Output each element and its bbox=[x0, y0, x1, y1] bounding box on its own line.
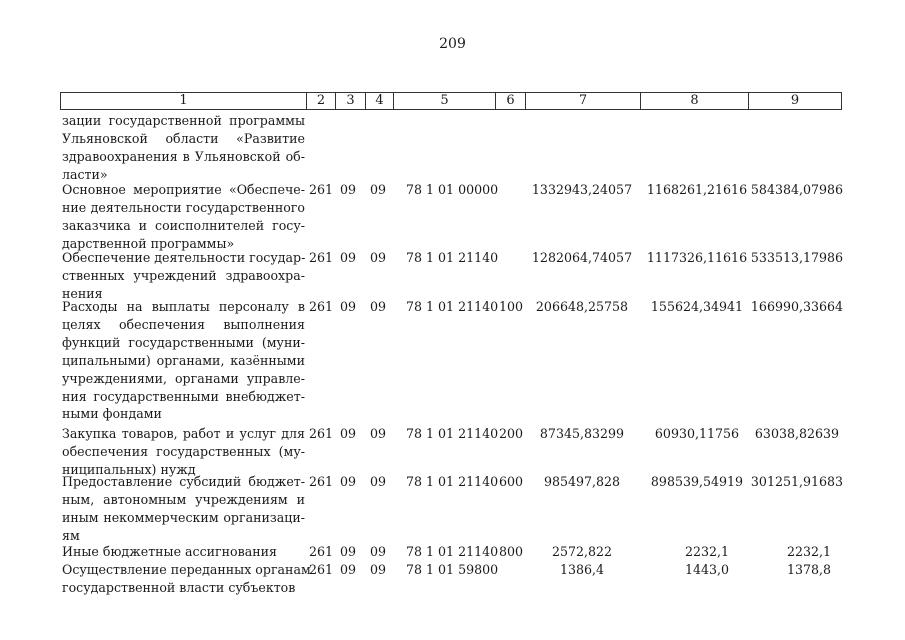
description-line: учреждениями, органами управле- bbox=[62, 370, 305, 386]
cell-col-5: 78 1 01 21140 bbox=[406, 426, 499, 441]
cell-col-4: 09 bbox=[370, 299, 387, 314]
cell-col-4: 09 bbox=[370, 474, 387, 489]
cell-col-9: 2232,1 bbox=[786, 544, 832, 559]
description-line: здравоохранения в Ульяновской об- bbox=[62, 148, 305, 164]
row-description bbox=[62, 561, 311, 597]
cell-col-2: 261 bbox=[309, 474, 334, 489]
cell-col-9: 166990,33664 bbox=[750, 299, 844, 314]
row-description bbox=[62, 298, 305, 423]
cell-col-8: 60930,11756 bbox=[654, 426, 740, 441]
description-line: Осуществление переданных органам bbox=[62, 562, 311, 577]
description-line: Иные бюджетные ассигнования bbox=[62, 544, 277, 559]
cell-col-7: 1332943,24057 bbox=[531, 182, 633, 197]
cell-col-7: 1386,4 bbox=[559, 562, 605, 577]
cell-col-2: 261 bbox=[309, 426, 334, 441]
description-line: Основное мероприятие «Обеспече- bbox=[62, 182, 305, 197]
cell-col-4: 09 bbox=[370, 562, 387, 577]
description-line: нения bbox=[62, 285, 103, 301]
cell-col-2: 261 bbox=[309, 250, 334, 265]
cell-col-2: 261 bbox=[309, 182, 334, 197]
row-description bbox=[62, 181, 305, 253]
cell-col-2: 261 bbox=[309, 544, 334, 559]
cell-col-5: 78 1 01 21140 bbox=[406, 250, 499, 265]
description-line: Ульяновской области «Развитие bbox=[62, 130, 305, 146]
description-line: Закупка товаров, работ и услуг для bbox=[62, 426, 305, 441]
description-line: функций государственными (муни- bbox=[62, 334, 305, 350]
cell-col-4: 09 bbox=[370, 182, 387, 197]
row-description bbox=[62, 249, 305, 303]
cell-col-8: 155624,34941 bbox=[650, 299, 744, 314]
row-description bbox=[62, 473, 305, 545]
cell-col-6: 800 bbox=[499, 544, 524, 559]
cell-col-7: 1282064,74057 bbox=[531, 250, 633, 265]
row-description bbox=[62, 543, 305, 561]
description-line: иным некоммерческим организаци- bbox=[62, 509, 305, 525]
cell-col-9: 1378,8 bbox=[786, 562, 832, 577]
cell-col-9: 301251,91683 bbox=[750, 474, 844, 489]
description-line: Обеспечение деятельности государ- bbox=[62, 250, 306, 265]
cell-col-7: 2572,822 bbox=[551, 544, 613, 559]
description-line: ниципальных) нужд bbox=[62, 461, 196, 477]
header-col-1: 1 bbox=[61, 93, 307, 109]
description-line: целях обеспечения выполнения bbox=[62, 316, 305, 332]
cell-col-5: 78 1 01 21140 bbox=[406, 544, 499, 559]
header-col-5: 5 bbox=[394, 93, 496, 109]
cell-col-8: 1168261,21616 bbox=[646, 182, 748, 197]
page-number: 209 bbox=[439, 36, 466, 52]
description-line: ям bbox=[62, 527, 80, 543]
description-line: ным, автономным учреждениям и bbox=[62, 491, 305, 507]
cell-col-5: 78 1 01 21140 bbox=[406, 299, 499, 314]
cell-col-4: 09 bbox=[370, 426, 387, 441]
cell-col-5: 78 1 01 00000 bbox=[406, 182, 499, 197]
cell-col-9: 533513,17986 bbox=[750, 250, 844, 265]
description-line: ными фондами bbox=[62, 406, 162, 422]
cell-col-7: 87345,83299 bbox=[539, 426, 625, 441]
description-line: обеспечения государственных (му- bbox=[62, 443, 305, 459]
description-line: ственных учреждений здравоохра- bbox=[62, 267, 305, 283]
header-col-8: 8 bbox=[641, 93, 749, 109]
cell-col-3: 09 bbox=[340, 544, 357, 559]
description-line: ние деятельности государственного bbox=[62, 199, 305, 215]
cell-col-3: 09 bbox=[340, 299, 357, 314]
header-col-6: 6 bbox=[496, 93, 526, 109]
cell-col-9: 63038,82639 bbox=[754, 426, 840, 441]
row-description bbox=[62, 425, 305, 479]
cell-col-4: 09 bbox=[370, 544, 387, 559]
cell-col-3: 09 bbox=[340, 474, 357, 489]
cell-col-6: 600 bbox=[499, 474, 524, 489]
header-col-4: 4 bbox=[366, 93, 394, 109]
cell-col-7: 985497,828 bbox=[543, 474, 621, 489]
cell-col-8: 898539,54919 bbox=[650, 474, 744, 489]
table-header bbox=[60, 92, 842, 110]
cell-col-5: 78 1 01 21140 bbox=[406, 474, 499, 489]
cell-col-3: 09 bbox=[340, 426, 357, 441]
cell-col-8: 1117326,11616 bbox=[646, 250, 748, 265]
description-line: ния государственными внебюджет- bbox=[62, 388, 305, 404]
row-description bbox=[62, 112, 305, 184]
cell-col-3: 09 bbox=[340, 562, 357, 577]
description-line: заказчика и соисполнителей госу- bbox=[62, 217, 305, 233]
cell-col-8: 1443,0 bbox=[684, 562, 730, 577]
cell-col-2: 261 bbox=[309, 299, 334, 314]
cell-col-8: 2232,1 bbox=[684, 544, 730, 559]
cell-col-5: 78 1 01 59800 bbox=[406, 562, 499, 577]
description-line: ласти» bbox=[62, 166, 108, 182]
header-col-3: 3 bbox=[336, 93, 366, 109]
description-line: дарственной программы» bbox=[62, 235, 235, 251]
cell-col-9: 584384,07986 bbox=[750, 182, 844, 197]
description-line: Расходы на выплаты персоналу в bbox=[62, 299, 305, 314]
header-col-9: 9 bbox=[790, 93, 800, 108]
cell-col-6: 200 bbox=[499, 426, 524, 441]
description-line: Предоставление субсидий бюджет- bbox=[62, 474, 305, 489]
cell-col-7: 206648,25758 bbox=[535, 299, 629, 314]
header-col-7: 7 bbox=[526, 93, 641, 109]
description-line: зации государственной программы bbox=[62, 113, 305, 128]
cell-col-3: 09 bbox=[340, 182, 357, 197]
cell-col-3: 09 bbox=[340, 250, 357, 265]
cell-col-2: 261 bbox=[309, 562, 334, 577]
description-line: государственной власти субъектов bbox=[62, 579, 296, 595]
description-line: ципальными) органами, казёнными bbox=[62, 352, 305, 368]
header-col-2: 2 bbox=[307, 93, 336, 109]
cell-col-4: 09 bbox=[370, 250, 387, 265]
cell-col-6: 100 bbox=[499, 299, 524, 314]
